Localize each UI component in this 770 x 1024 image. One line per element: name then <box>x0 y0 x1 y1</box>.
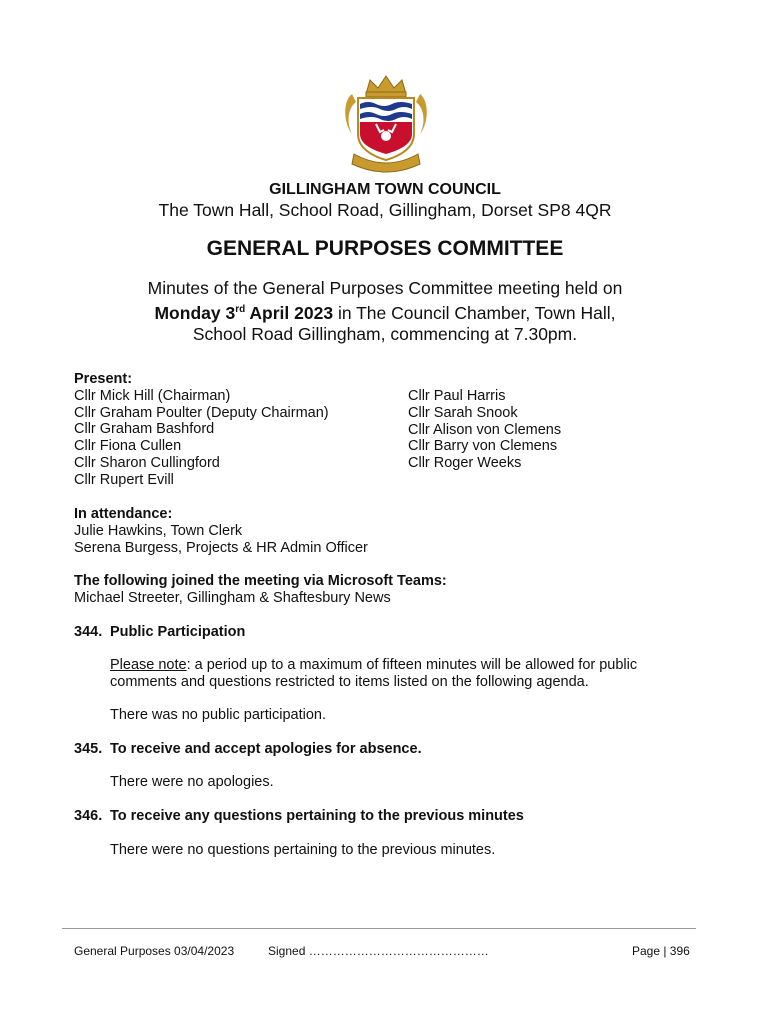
item-345-text: There were no apologies. <box>110 774 274 790</box>
present-member: Cllr Sarah Snook <box>408 404 518 421</box>
note-text: : a period up to a maximum of fifteen minutes will be allowed for public <box>186 657 638 673</box>
attendee: Julie Hawkins, Town Clerk <box>74 522 243 539</box>
intro-line-2 <box>0 299 770 324</box>
footer-page-number: Page | 396 <box>632 944 690 958</box>
attendance-label: In attendance: <box>74 506 173 522</box>
intro-date-suffix: rd <box>235 304 246 315</box>
footer-divider <box>62 928 696 929</box>
item-346-heading <box>74 808 524 824</box>
intro-line-1: Minutes of the General Purposes Committee meeting held on <box>147 278 623 298</box>
present-label: Present: <box>74 371 133 387</box>
present-member: Cllr Graham Bashford <box>74 421 215 438</box>
note-text-line-2: comments and questions restricted to items listed on the following agenda. <box>110 674 589 690</box>
item-title: Public Participation <box>110 624 246 640</box>
present-member: Cllr Fiona Cullen <box>74 438 182 455</box>
committee-title: GENERAL PURPOSES COMMITTEE <box>206 237 564 260</box>
present-member: Cllr Barry von Clemens <box>408 438 558 455</box>
present-member: Cllr Alison von Clemens <box>408 421 562 438</box>
item-345-heading <box>74 741 422 757</box>
item-title: To receive any questions pertaining to the previous minutes <box>110 808 524 824</box>
footer-signature-line: Signed ……………………………………… <box>268 944 489 958</box>
note-label: Please note <box>110 657 187 673</box>
council-name: GILLINGHAM TOWN COUNCIL <box>269 181 501 198</box>
item-number: 345. <box>74 741 103 757</box>
item-number: 344. <box>74 624 103 640</box>
council-address: The Town Hall, School Road, Gillingham, Dorset SP8 4QR <box>158 200 612 220</box>
present-member: Cllr Rupert Evill <box>74 471 174 488</box>
present-member: Cllr Roger Weeks <box>408 455 522 472</box>
teams-attendee: Michael Streeter, Gillingham & Shaftesbury News <box>74 589 391 606</box>
present-member: Cllr Graham Poulter (Deputy Chairman) <box>74 404 329 421</box>
present-member: Cllr Paul Harris <box>408 388 506 404</box>
footer-document-ref: General Purposes 03/04/2023 <box>74 944 235 958</box>
intro-line-3: School Road Gillingham, commencing at 7.30pm. <box>192 323 578 344</box>
item-title: To receive and accept apologies for absence. <box>110 741 422 757</box>
intro-date-day: Monday 3 <box>154 302 236 323</box>
present-list-left <box>74 371 329 489</box>
item-344-heading <box>74 624 245 640</box>
attendee: Serena Burgess, Projects & HR Admin Officer <box>74 539 368 556</box>
intro-date-month: April 2023 <box>245 302 334 323</box>
item-346-text: There were no questions pertaining to the previous minutes. <box>110 842 496 858</box>
item-number: 346. <box>74 808 103 824</box>
meeting-intro <box>0 278 770 345</box>
present-member: Cllr Mick Hill (Chairman) <box>74 387 231 404</box>
intro-venue: in The Council Chamber, Town Hall, <box>333 302 616 323</box>
teams-section <box>74 573 447 607</box>
teams-label: The following joined the meeting via Microsoft Teams: <box>74 573 447 589</box>
present-member: Cllr Sharon Cullingford <box>74 454 220 471</box>
item-344-note <box>110 657 710 691</box>
item-344-text: There was no public participation. <box>110 707 327 723</box>
council-crest-logo <box>338 72 434 176</box>
present-list-right <box>408 388 561 472</box>
attendance-section <box>74 506 368 556</box>
